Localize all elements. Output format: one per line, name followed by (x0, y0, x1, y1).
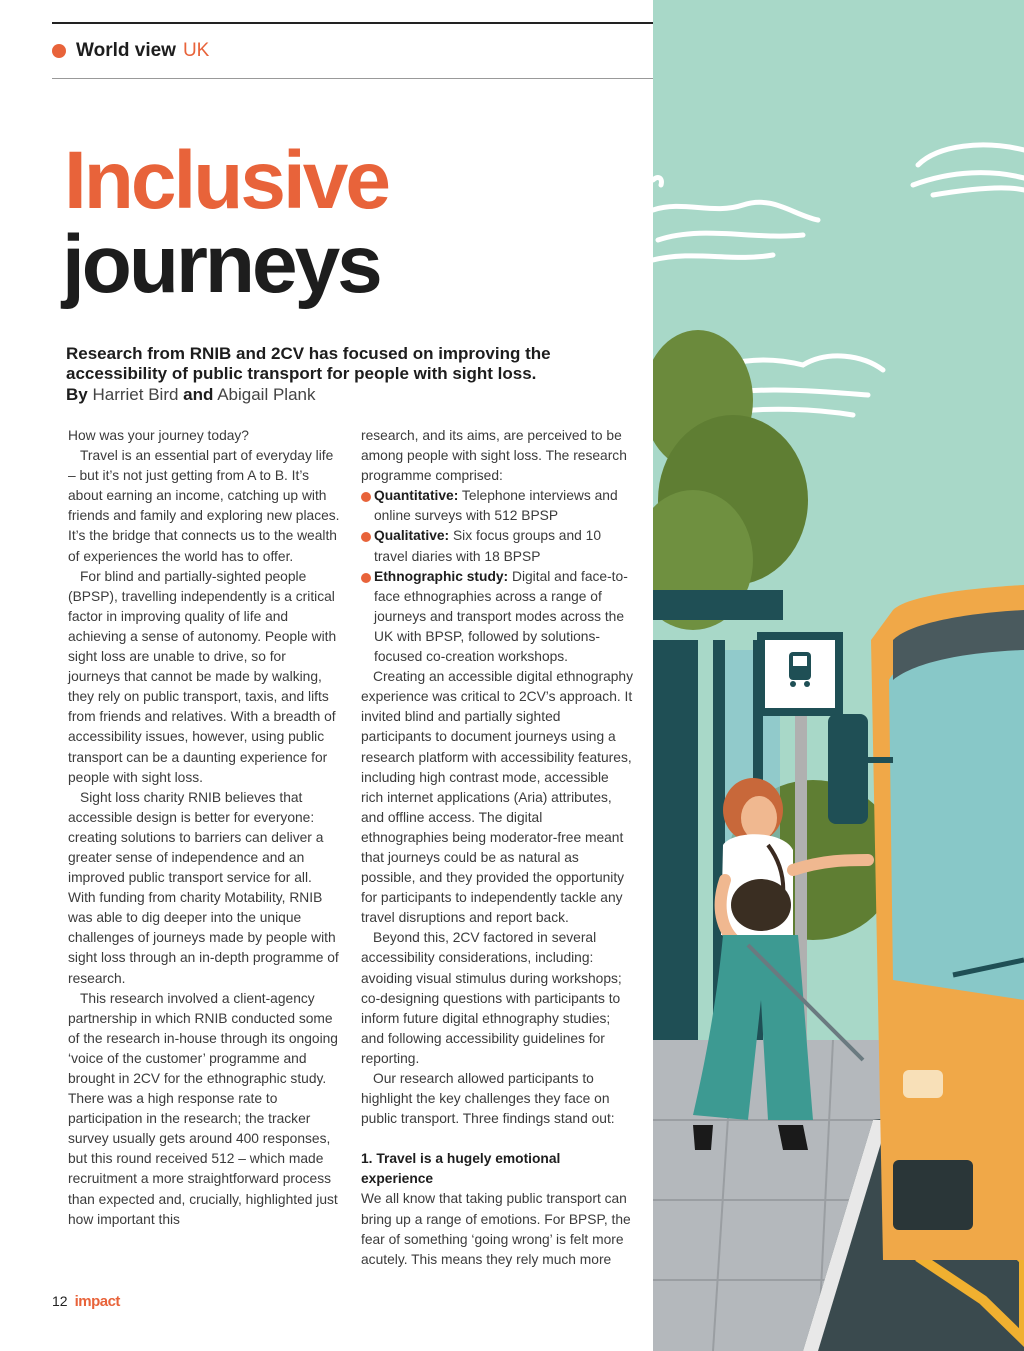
bullet-text: Digital and face-to-face ethnographies across a range of journeys and transport modes across the UK with BPSP, followed by solutions-focused co-creation workshops. (374, 568, 628, 665)
paragraph: Our research allowed participants to highlight the key challenges they face on public transport. Three findings stand out: (361, 1071, 615, 1127)
page-number: 12 (52, 1293, 68, 1309)
paragraph: research, and its aims, are perceived to be among people with sight loss. The research programme comprised: (361, 428, 627, 484)
section-header (52, 36, 209, 66)
section-dot-icon (52, 44, 66, 58)
bus-stop-illustration (653, 0, 1024, 1351)
bullet-label: Ethnographic study: (374, 568, 509, 584)
bullet-dot-icon (361, 532, 371, 542)
bullet-item (361, 567, 633, 667)
header-rule (52, 78, 653, 79)
bullet-text: Telephone interviews and online surveys with 512 BPSP (374, 488, 618, 524)
bullet-item (361, 486, 633, 526)
paragraph: We all know that taking public transport can bring up a range of emotions. For BPSP, the fear of something ‘going wrong’ is felt more acutely. This means they rely much more (361, 1191, 631, 1267)
author-name: Harriet Bird (92, 385, 179, 404)
body-column-2 (361, 426, 633, 1270)
byline (66, 385, 315, 405)
bullet-dot-icon (361, 573, 371, 583)
paragraph: Creating an accessible digital ethnography experience was critical to 2CV’s approach. It invited blind and partially sighted participants to document journeys using a research platform with accessibility features, including high contrast mode, accessible rich internet applications (Aria) attributes, and offline access. The digital ethnographies being moderator-free meant that journeys could be as natural as possible, and they provided the opportunity for participants to independently tackle any travel disruptions and report back. (361, 669, 634, 926)
bullet-label: Qualitative: (374, 528, 450, 544)
section-name: World view (76, 40, 176, 61)
magazine-logo: impact (74, 1293, 120, 1310)
byline-prefix: By (66, 385, 88, 404)
article-title-line2: journeys (62, 219, 380, 310)
bullet-text: Six focus groups and 10 travel diaries with 18 BPSP (374, 528, 602, 564)
standfirst: Research from RNIB and 2CV has focused on improving the accessibility of public transport for people with sight loss. (66, 344, 551, 383)
byline-joiner: and (183, 385, 214, 404)
paragraph: Beyond this, 2CV factored in several accessibility considerations, including: avoiding visual stimulus during workshops; co-designing questions with participants to inform future digital ethnography studies; and following accessibility guidelines for reporting. (361, 930, 622, 1066)
article-title-line1: Inclusive (64, 135, 388, 226)
body-column-1 (68, 426, 340, 1230)
bullet-dot-icon (361, 492, 371, 502)
section-region: UK (182, 40, 210, 61)
paragraph: How was your journey today? (68, 428, 249, 443)
paragraph: For blind and partially-sighted people (BPSP), travelling independently is a critical factor in improving quality of life and achieving a sense of autonomy. People with sight loss are unable to drive, so for journeys that cannot be made by walking, they rely on public transport, taxis, and lifts from friends and relatives. With a breadth of accessibility issues, however, using public transport can be a daunting experience for people with sight loss. (68, 568, 337, 785)
folio (52, 1293, 120, 1310)
author-name: Abigail Plank (217, 385, 316, 404)
bullet-label: Quantitative: (374, 488, 459, 504)
subheading: 1. Travel is a hugely emotional experience (361, 1151, 561, 1187)
paragraph: Travel is an essential part of everyday life – but it’s not just getting from A to B. It’s about earning an income, catching up with friends and family and exploring new places. It’s the bridge that connects us to the wealth of experiences the world has to offer. (68, 448, 340, 564)
paragraph: This research involved a client-agency partnership in which RNIB conducted some of the research in-house through its ongoing ‘voice of the customer’ programme and brought in 2CV for the ethnographic study. There was a high response rate to participation in the research; the tracker survey usually gets around 400 responses, but this round received 512 – which made recruitment a more straightforward process than expected and, crucially, highlighted just how important this (68, 990, 338, 1227)
bullet-item (361, 526, 633, 566)
paragraph: Sight loss charity RNIB believes that accessible design is better for everyone: creating solutions to barriers can deliver a greater sense of independence and an improved public transport service for all. With funding from charity Motability, RNIB was able to dig deeper into the unique challenges of journeys made by people with sight loss through an in-depth programme of research. (68, 789, 339, 986)
